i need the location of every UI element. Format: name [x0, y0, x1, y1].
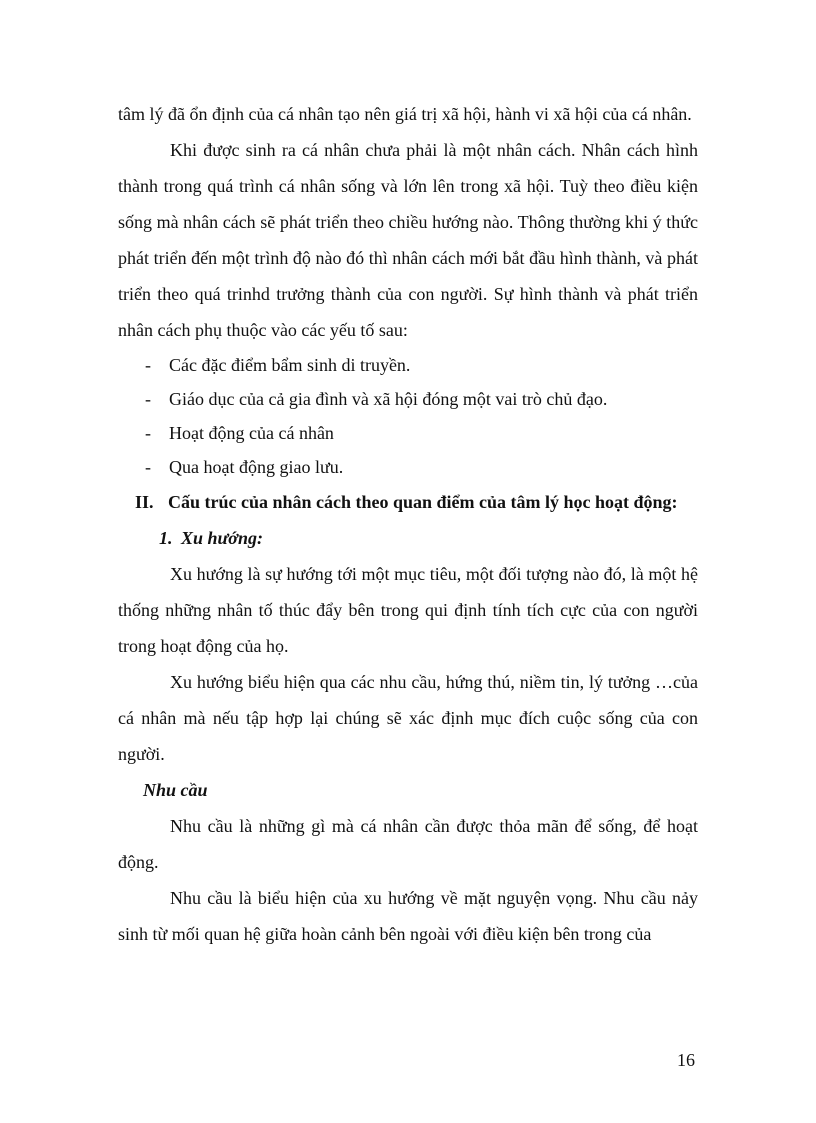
paragraph-xu-huong-definition: Xu hướng là sự hướng tới một mục tiêu, một đối tượng nào đó, là một hệ thống những nhân tố thúc đẩy bên trong qui định tính tích cực của con người trong hoạt động của họ.	[118, 564, 698, 656]
bullet-dash: -	[145, 457, 151, 477]
list-item	[118, 382, 698, 416]
section-title: Cấu trúc của nhân cách theo quan điểm của tâm lý học hoạt động:	[168, 492, 678, 512]
list-item	[118, 416, 698, 450]
list-item-text: Qua hoạt động giao lưu.	[169, 457, 344, 477]
list-item	[118, 348, 698, 382]
list-item	[118, 450, 698, 484]
section-heading	[118, 484, 698, 520]
subsection-title: Xu hướng:	[181, 528, 263, 548]
list-item-text: Giáo dục của cả gia đình và xã hội đóng một vai trò chủ đạo.	[169, 389, 608, 409]
bullet-dash: -	[145, 423, 151, 443]
paragraph-formation: Khi được sinh ra cá nhân chưa phải là một nhân cách. Nhân cách hình thành trong quá trình cá nhân sống và lớn lên trong xã hội. Tuỳ theo điều kiện sống mà nhân cách sẽ phát triển theo chiều hướng nào. Thông thường khi ý thức phát triển đến một trình độ nào đó thì nhân cách mới bắt đầu hình thành, và phát triển theo quá trinhd trưởng thành của con người. Sự hình thành và phát triển nhân cách phụ thuộc vào các yếu tố sau:	[118, 140, 698, 340]
page-number: 16	[677, 1050, 695, 1070]
bullet-dash: -	[145, 355, 151, 375]
list-item-text: Hoạt động của cá nhân	[169, 423, 334, 443]
factor-list	[118, 348, 698, 484]
list-item-text: Các đặc điểm bẩm sinh di truyền.	[169, 355, 411, 375]
bullet-dash: -	[145, 389, 151, 409]
paragraph-nhu-cau-definition: Nhu cầu là những gì mà cá nhân cần được thỏa mãn để sống, để hoạt động.	[118, 816, 698, 872]
paragraph-xu-huong-expression: Xu hướng biểu hiện qua các nhu cầu, hứng thú, niềm tin, lý tưởng …của cá nhân mà nếu tập hợp lại chúng sẽ xác định mục đích cuộc sống của con người.	[118, 672, 698, 764]
nhu-cau-heading: Nhu cầu	[143, 780, 208, 800]
paragraph-intro: tâm lý đã ổn định của cá nhân tạo nên giá trị xã hội, hành vi xã hội của cá nhân.	[118, 104, 692, 124]
subsection-number: 1.	[159, 528, 173, 548]
page-body	[118, 96, 698, 952]
section-number: II.	[135, 492, 154, 512]
paragraph-nhu-cau-origin: Nhu cầu là biểu hiện của xu hướng về mặt nguyện vọng. Nhu cầu nảy sinh từ mối quan hệ giữa hoàn cảnh bên ngoài với điều kiện bên trong của	[118, 888, 698, 944]
subsection-heading	[118, 520, 698, 556]
